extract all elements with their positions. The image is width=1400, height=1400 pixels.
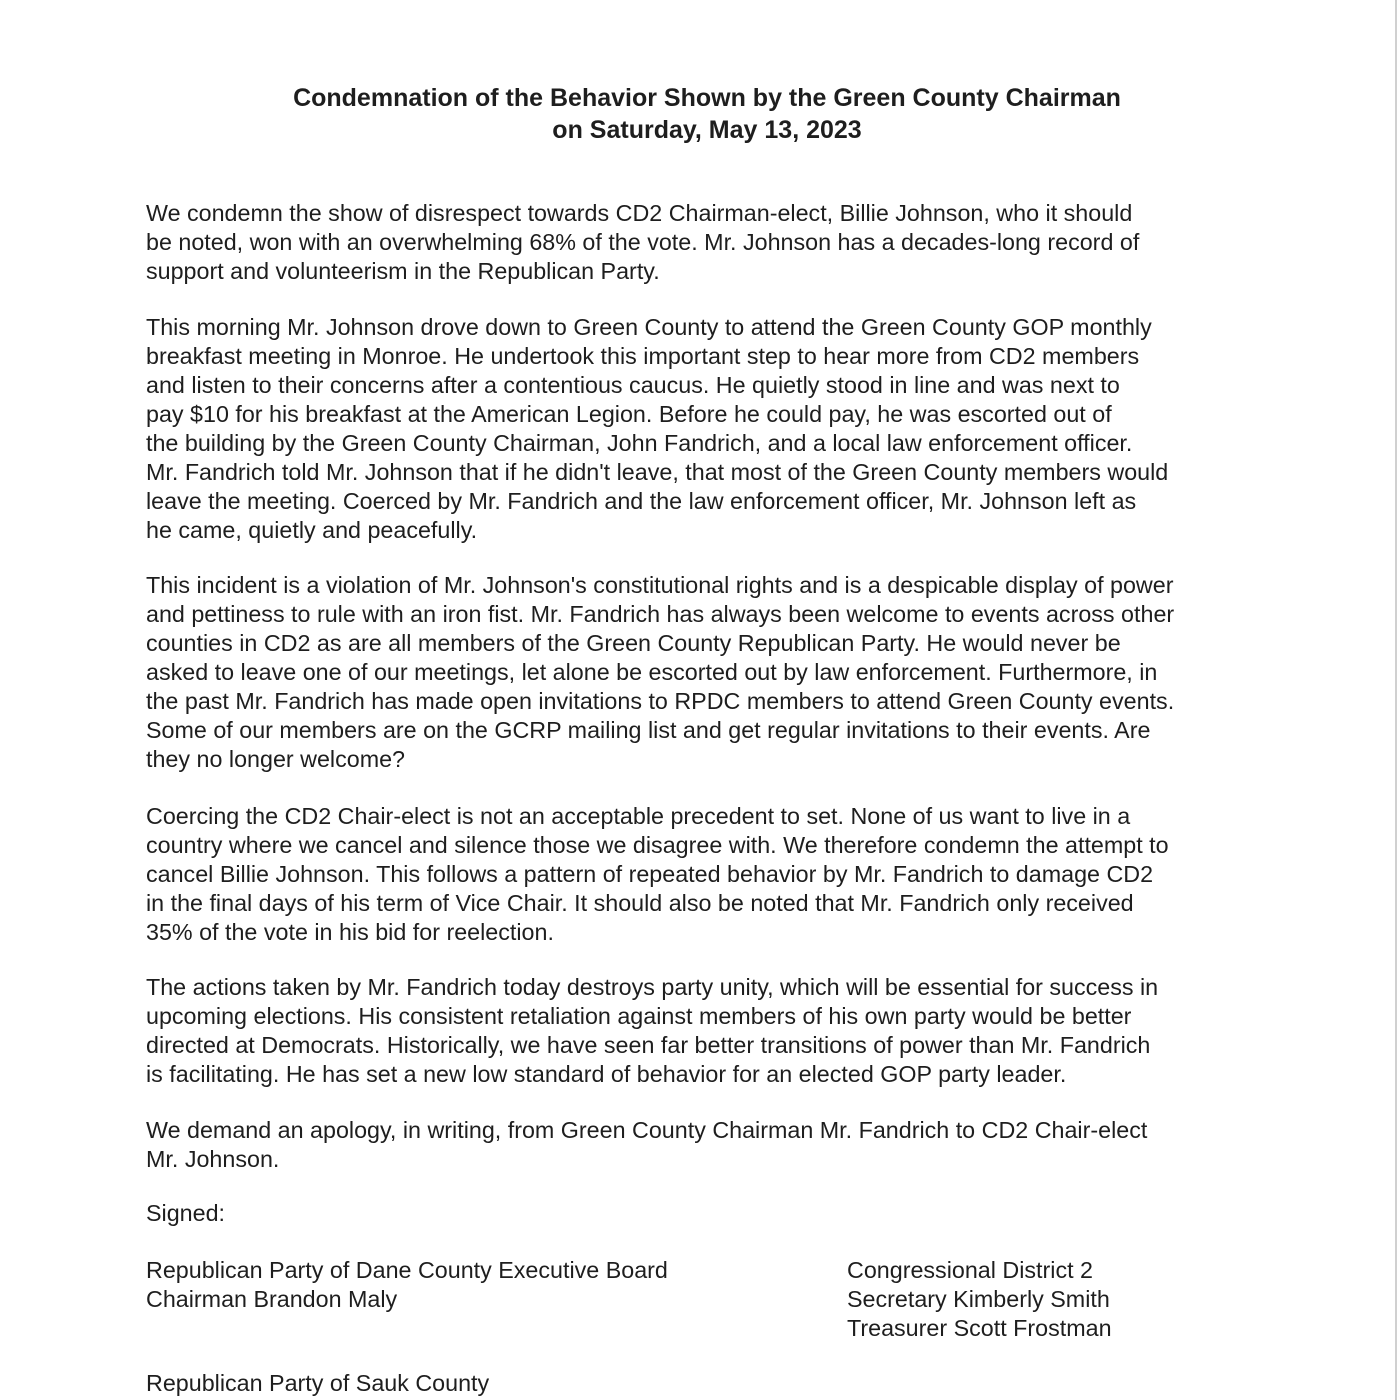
text-line: Some of our members are on the GCRP mailing list and get regular invitations to their events. Are	[146, 717, 1151, 743]
signature-line: Treasurer Scott Frostman	[847, 1315, 1112, 1341]
signature-line: Secretary Kimberly Smith	[847, 1286, 1110, 1312]
text-line: This incident is a violation of Mr. Johnson's constitutional rights and is a despicable display of power	[146, 572, 1174, 598]
text-line: leave the meeting. Coerced by Mr. Fandrich and the law enforcement officer, Mr. Johnson left as	[146, 488, 1137, 514]
text-line: country where we cancel and silence those we disagree with. We therefore condemn the attempt to	[146, 832, 1169, 858]
text-line: counties in CD2 as are all members of the Green County Republican Party. He would never be	[146, 630, 1121, 656]
text-line: breakfast meeting in Monroe. He undertook this important step to hear more from CD2 members	[146, 343, 1140, 369]
text-line: support and volunteerism in the Republican Party.	[146, 258, 660, 284]
text-line: 35% of the vote in his bid for reelection.	[146, 919, 554, 945]
text-line: Mr. Fandrich told Mr. Johnson that if he didn't leave, that most of the Green County members would	[146, 459, 1169, 485]
text-line: is facilitating. He has set a new low standard of behavior for an elected GOP party leader.	[146, 1061, 1067, 1087]
title-line: on Saturday, May 13, 2023	[552, 116, 862, 144]
text-line: be noted, won with an overwhelming 68% of the vote. Mr. Johnson has a decades-long record of	[146, 229, 1140, 255]
paragraph-disrespect	[146, 199, 1139, 286]
text-line: pay $10 for his breakfast at the American Legion. Before he could pay, he was escorted out of	[146, 401, 1112, 427]
paragraph-party-unity	[146, 973, 1158, 1089]
page-edge-divider	[1395, 0, 1397, 1400]
signature-block-dane-county	[146, 1256, 668, 1314]
text-line: We demand an apology, in writing, from Green County Chairman Mr. Fandrich to CD2 Chair-elect	[146, 1117, 1148, 1143]
text-line: Coercing the CD2 Chair-elect is not an acceptable precedent to set. None of us want to live in a	[146, 803, 1131, 829]
text-line: cancel Billie Johnson. This follows a pattern of repeated behavior by Mr. Fandrich to damage CD2	[146, 861, 1154, 887]
text-line: upcoming elections. His consistent retaliation against members of his own party would be better	[146, 1003, 1132, 1029]
signature-line: Republican Party of Sauk County	[146, 1370, 490, 1396]
signature-line: Chairman Brandon Maly	[146, 1286, 398, 1312]
signature-line: Republican Party of Dane County Executive Board	[146, 1257, 668, 1283]
text-line: in the final days of his term of Vice Chair. It should also be noted that Mr. Fandrich only received	[146, 890, 1134, 916]
text-line: he came, quietly and peacefully.	[146, 517, 478, 543]
text-line: We condemn the show of disrespect towards CD2 Chairman-elect, Billie Johnson, who it should	[146, 200, 1133, 226]
paragraph-apology-demand	[146, 1116, 1147, 1174]
text-line: The actions taken by Mr. Fandrich today destroys party unity, which will be essential for success in	[146, 974, 1159, 1000]
text-line: asked to leave one of our meetings, let alone be escorted out by law enforcement. Furthermore, in	[146, 659, 1158, 685]
signed-label	[146, 1199, 225, 1228]
text-line: This morning Mr. Johnson drove down to Green County to attend the Green County GOP monthly	[146, 314, 1152, 340]
paragraph-incident-account	[146, 313, 1168, 545]
text-line: the building by the Green County Chairman, John Fandrich, and a local law enforcement officer.	[146, 430, 1133, 456]
paragraph-violation	[146, 571, 1174, 774]
text-line: Signed:	[146, 1200, 226, 1226]
document-title	[100, 82, 1314, 146]
text-line: the past Mr. Fandrich has made open invitations to RPDC members to attend Green County events.	[146, 688, 1175, 714]
title-line: Condemnation of the Behavior Shown by the Green County Chairman	[293, 84, 1121, 112]
signature-line: Congressional District 2	[847, 1257, 1094, 1283]
text-line: and listen to their concerns after a contentious caucus. He quietly stood in line and was next to	[146, 372, 1120, 398]
text-line: they no longer welcome?	[146, 746, 406, 772]
paragraph-coercion	[146, 802, 1169, 947]
text-line: and pettiness to rule with an iron fist. Mr. Fandrich has always been welcome to events across other	[146, 601, 1175, 627]
text-line: Mr. Johnson.	[146, 1146, 280, 1172]
signature-block-cd2	[847, 1256, 1112, 1343]
text-line: directed at Democrats. Historically, we have seen far better transitions of power than Mr. Fandrich	[146, 1032, 1151, 1058]
signature-block-sauk-county	[146, 1369, 489, 1398]
